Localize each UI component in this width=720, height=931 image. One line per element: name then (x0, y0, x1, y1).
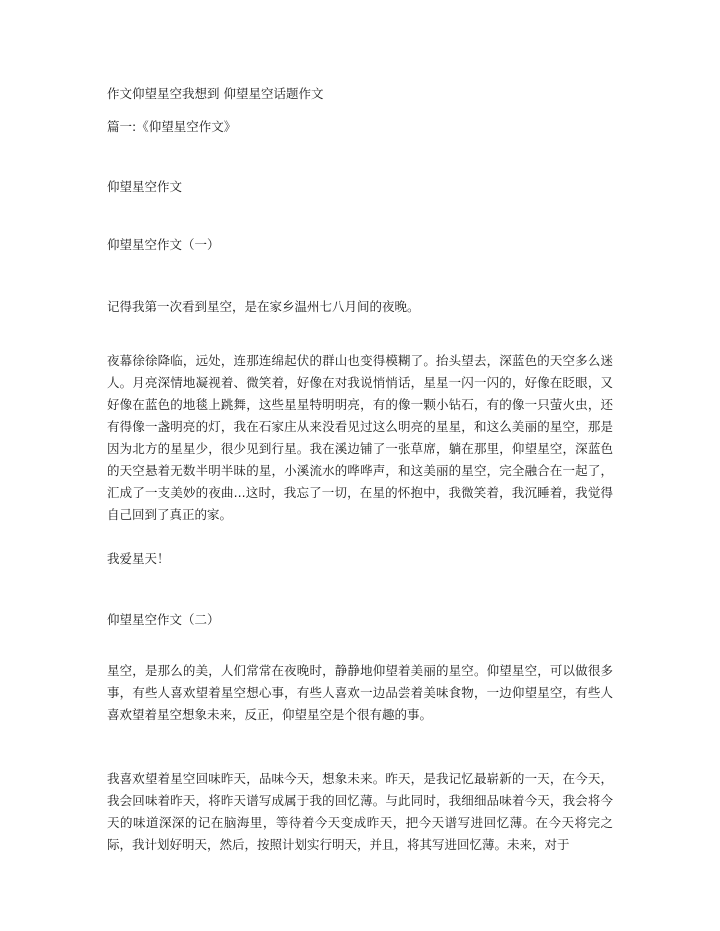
exclamation-line: 我爱星天！ (107, 551, 170, 566)
paragraph-3: 星空，是那么的美，人们常常在夜晚时，静静地仰望着美丽的星空。仰望星空，可以做很多事，有些人喜欢望着星空想心事，有些人喜欢一边品尝着美味食物，一边仰望星空，有些人喜欢望着星空想象未来，反正，仰望星空是个很有趣的事。 (107, 663, 613, 722)
paragraph-2: 夜幕徐徐降临，远处，连那连绵起伏的群山也变得模糊了。抬头望去，深蓝色的天空多么迷人。月亮深情地凝视着、微笑着，好像在对我说悄悄话，星星一闪一闪的，好像在眨眼，又好像在蓝色的地毯上跳舞，这些星星特明明亮，有的像一颗小钻石，有的像一只萤火虫，还有得像一盏明亮的灯，我在石家庄从来没看见过这么明亮的星星，和这么美丽的星空，那是因为北方的星星少，很少见到行星。我在溪边铺了一张草席，躺在那里，仰望星空，深蓝色的天空悬着无数半明半昧的星，小溪流水的哗哗声，和这美丽的星空，完全融合在一起了，汇成了一支美妙的夜曲...这时，我忘了一切，在星的怀抱中，我微笑着，我沉睡着，我觉得自己回到了真正的家。 (107, 353, 613, 522)
document-title: 作文仰望星空我想到 仰望星空话题作文 (107, 86, 324, 101)
paragraph-4: 我喜欢望着星空回味昨天，品味今天，想象未来。昨天，是我记忆最崭新的一天，在今天，我会回味着昨天，将昨天谱写成属于我的回忆薄。与此同时，我细细品味着今天，我会将今天的味道深深的记在脑海里，等待着今天变成昨天，把今天谱写进回忆薄。在今天将完之际，我计划好明天，然后，按照计划实行明天，并且，将其写进回忆薄。未来，对于 (107, 771, 613, 852)
heading-essay-two: 仰望星空作文（二） (107, 612, 220, 627)
heading-main: 仰望星空作文 (107, 179, 183, 194)
paragraph-1: 记得我第一次看到星空，是在家乡温州七八月间的夜晚。 (107, 299, 420, 314)
heading-essay-one: 仰望星空作文（一） (107, 237, 220, 252)
section-label: 篇一:《仰望星空作文》 (107, 119, 237, 134)
